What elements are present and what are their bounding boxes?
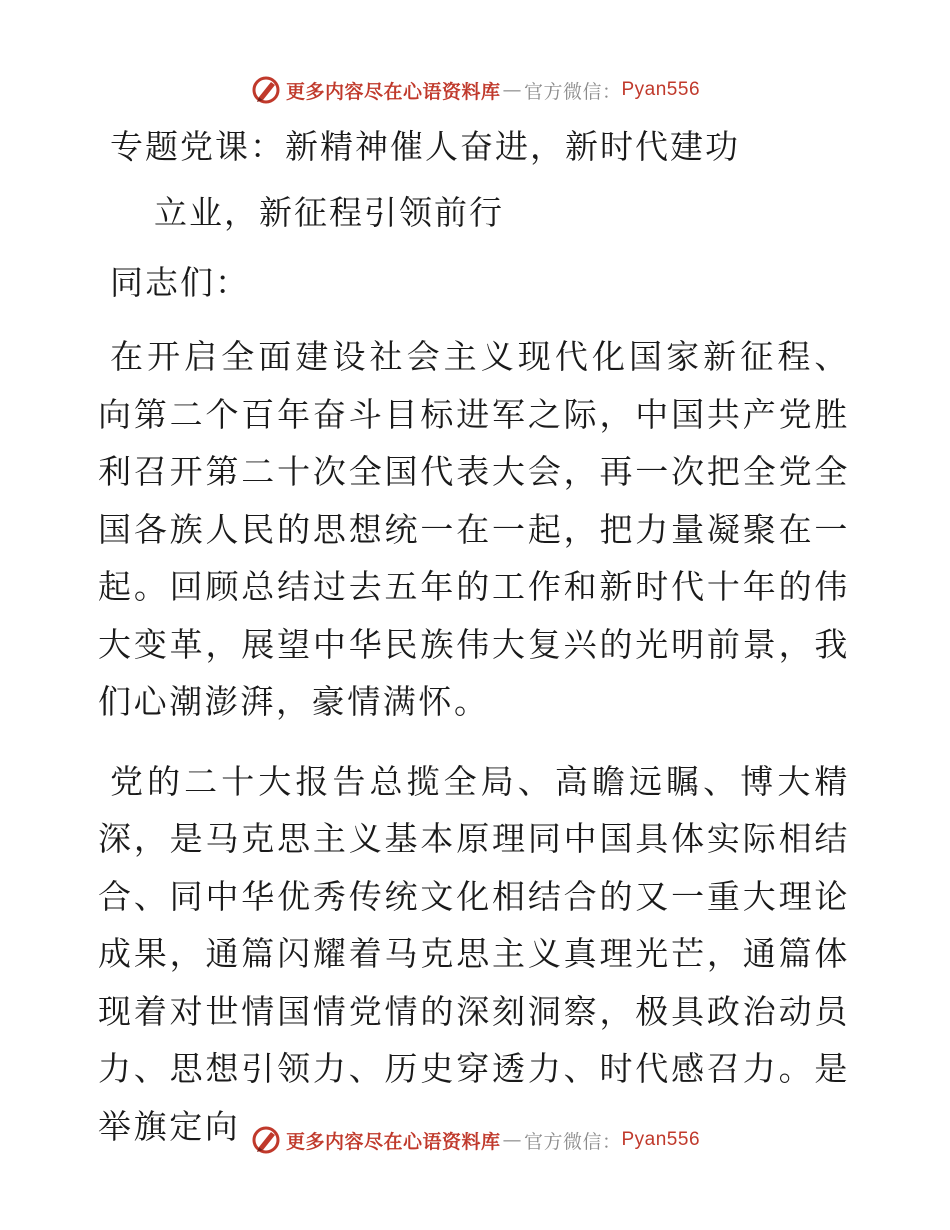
- watermark-separator: —: [502, 1129, 522, 1151]
- watermark-account: Pyan556: [621, 1129, 701, 1150]
- watermark-label: 官方微信：: [523, 80, 622, 103]
- salutation: 同志们：: [110, 263, 250, 302]
- body-paragraph-1: 在开启全面建设社会主义现代化国家新征程、向第二个百年奋斗目标进军之际，中国共产党胜利召开第二十次全国代表大会，再一次把全党全国各族人民的思想统一在一起，把力量凝聚在一起。回顾总结过去五年的工作和新时代十年的伟大变革，展望中华民族伟大复兴的光明前景，我们心潮澎湃，豪情满怀。: [98, 337, 850, 721]
- document-title-line-2: 立业，新征程引领前行: [154, 193, 504, 232]
- watermark-separator: —: [502, 79, 522, 101]
- pen-logo-icon: [250, 1124, 282, 1156]
- header-watermark: [0, 70, 950, 110]
- pen-logo-icon: [250, 74, 282, 106]
- watermark-label: 官方微信：: [523, 1130, 622, 1153]
- watermark-text: 更多内容尽在心语资料库: [285, 1130, 501, 1153]
- body-paragraph-2: 党的二十大报告总揽全局、高瞻远瞩、博大精深，是马克思主义基本原理同中国具体实际相结合、同中华优秀传统文化相结合的又一重大理论成果，通篇闪耀着马克思主义真理光芒，通篇体现着对世情国情党情的深刻洞察，极具政治动员力、思想引领力、历史穿透力、时代感召力。是举旗定向: [98, 761, 850, 1146]
- watermark-text: 更多内容尽在心语资料库: [285, 80, 501, 103]
- document-title-line-1: 专题党课：新精神催人奋进，新时代建功: [110, 127, 740, 166]
- document-body: [98, 118, 850, 1155]
- watermark-account: Pyan556: [621, 79, 701, 100]
- footer-watermark: [0, 1120, 950, 1160]
